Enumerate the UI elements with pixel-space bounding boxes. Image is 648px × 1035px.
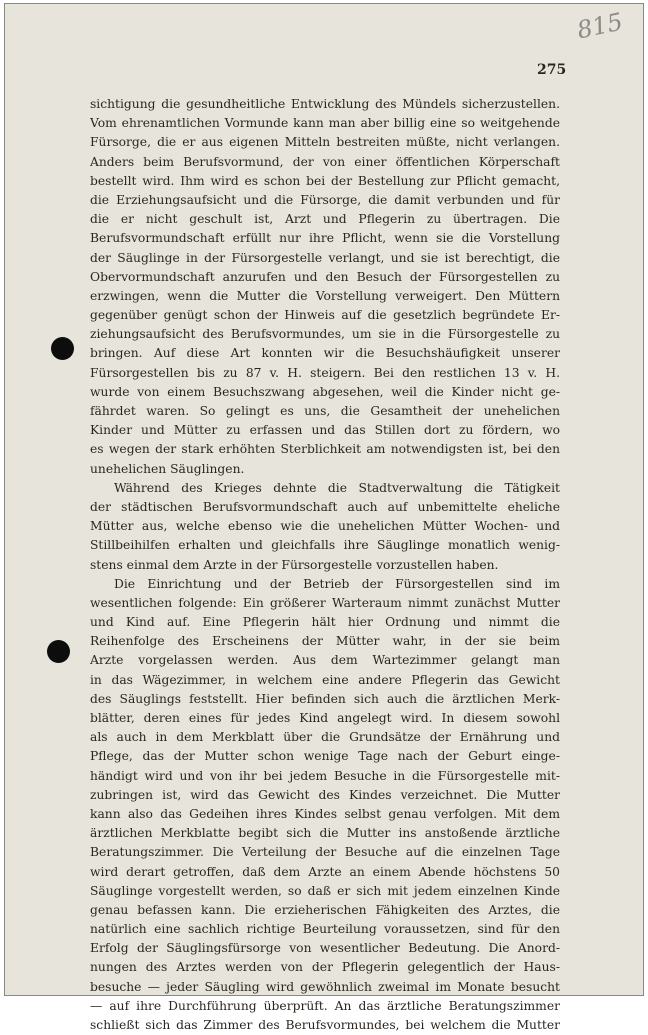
text-line: und Kind auf. Eine Pflegerin hält hier Ordnung und nimmt die [90,615,560,630]
text-line: Säuglinge vorgestellt werden, so daß er sich mit jedem einzelnen Kinde [90,883,560,898]
text-line: der Säuglinge in der Fürsorgestelle verlangt, und sie ist berechtigt, die [90,250,560,265]
text-line: Vom ehrenamtlichen Vormunde kann man aber billig eine so weitgehende [90,116,560,131]
text-line: Arzte vorgelassen werden. Aus dem Wartezimmer gelangt man [90,653,560,668]
text-line: Obervormundschaft anzurufen und den Besuch der Fürsorgestellen zu [90,269,560,284]
text-line: wurde von einem Besuchszwang abgesehen, weil die Kinder nicht ge- [90,384,560,399]
document-page [4,3,644,1032]
text-line: die Erziehungsaufsicht und die Fürsorge, die damit verbunden und für [90,192,560,207]
text-line: unehelichen Säuglingen. [90,461,245,476]
text-line: Berufsvormundschaft erfüllt nur ihre Pflicht, wenn sie die Vorstellung [90,231,560,246]
text-line: fährdet waren. So gelingt es uns, die Gesamtheit der unehelichen [90,404,560,418]
text-line: händigt wird und von ihr bei jedem Besuche in die Fürsorgestelle mit- [90,768,560,783]
text-line: wesentlichen folgende: Ein größerer Warteraum nimmt zunächst Mutter [90,595,560,610]
text-line: des Säuglings feststellt. Hier befinden sich auch die ärztlichen Merk- [90,691,560,706]
punch-hole-bottom [47,640,70,663]
handwritten-margin-note: 815 [574,7,626,45]
text-line: Die Einrichtung und der Betrieb der Fürsorgestellen sind im [114,576,560,591]
text-line: Während des Krieges dehnte die Stadtverwaltung die Tätigkeit [114,480,560,495]
text-line: als auch in dem Merkblatt über die Grundsätze der Ernährung und [90,730,560,745]
text-line: Fürsorge, die er aus eigenen Mitteln bestreiten müßte, nicht verlangen. [90,135,560,150]
text-line: bestellt wird. Ihm wird es schon bei der Bestellung zur Pflicht gemacht, [90,173,560,188]
text-line: gegenüber genügt schon der Hinweis auf die gesetzlich begründete Er- [90,308,560,323]
text-line: Fürsorgestellen bis zu 87 v. H. steigern. Bei den restlichen 13 v. H. [90,365,560,380]
text-line: Mütter aus, welche ebenso wie die unehelichen Mütter Wochen- und [90,519,560,534]
text-line: in das Wägezimmer, in welchem eine andere Pflegerin das Gewicht [90,672,560,687]
page-number: 275 [537,62,567,78]
text-line: nungen des Arztes werden von der Pflegerin gelegentlich der Haus- [90,960,560,975]
text-line: schließt sich das Zimmer des Berufsvormundes, bei welchem die Mutter [90,1018,560,1032]
text-line: natürlich eine sachlich richtige Beurteilung voraussetzen, sind für den [90,922,560,937]
text-line: erzwingen, wenn die Mutter die Vorstellung verweigert. Den Müttern [90,288,560,303]
text-line: kann also das Gedeihen ihres Kindes selbst genau verfolgen. Mit dem [90,806,560,821]
punch-hole-top [51,337,74,360]
text-line: wird derart getroffen, daß dem Arzte an einem Abende höchstens 50 [90,864,560,879]
text-line: Beratungszimmer. Die Verteilung der Besuche auf die einzelnen Tage [90,845,560,860]
text-line: — auf ihre Durchführung überprüft. An das ärztliche Beratungszimmer [90,998,560,1013]
text-line: Reihenfolge des Erscheinens der Mütter wahr, in der sie beim [90,634,560,649]
text-line: blätter, deren eines für jedes Kind angelegt wird. In diesem sowohl [90,711,560,725]
text-line: Pflege, das der Mutter schon wenige Tage nach der Geburt einge- [90,749,560,764]
text-line: die er nicht geschult ist, Arzt und Pflegerin zu übertragen. Die [90,212,560,227]
text-line: der städtischen Berufsvormundschaft auch auf unbemittelte eheliche [90,499,560,514]
text-line: ziehungsaufsicht des Berufsvormundes, um sie in die Fürsorgestelle zu [90,327,560,342]
text-line: Erfolg der Säuglingsfürsorge von wesentlicher Bedeutung. Die Anord- [90,941,560,956]
text-line: zubringen ist, wird das Gewicht des Kindes verzeichnet. Die Mutter [90,787,560,802]
text-line: es wegen der stark erhöhten Sterblichkeit am notwendigsten ist, bei den [90,442,560,457]
body-text [90,95,560,1035]
text-line: sichtigung die gesundheitliche Entwicklung des Mündels sicherzustellen. [90,97,560,111]
text-line: Anders beim Berufsvormund, der von einer öffentlichen Körperschaft [90,154,560,169]
text-line: Stillbeihilfen erhalten und gleichfalls ihre Säuglinge monatlich wenig- [90,538,560,553]
text-line: bringen. Auf diese Art konnten wir die Besuchshäufigkeit unserer [90,346,560,361]
text-line: Kinder und Mütter zu erfassen und das Stillen dort zu fördern, wo [90,423,560,438]
text-line: besuche — jeder Säugling wird gewöhnlich zweimal im Monate besucht [90,979,560,994]
text-line: genau befassen kann. Die erzieherischen Fähigkeiten des Arztes, die [90,902,560,917]
text-line: stens einmal dem Arzte in der Fürsorgestelle vorzustellen haben. [90,557,499,572]
text-line: ärztlichen Merkblatte begibt sich die Mutter ins anstoßende ärztliche [90,826,560,841]
